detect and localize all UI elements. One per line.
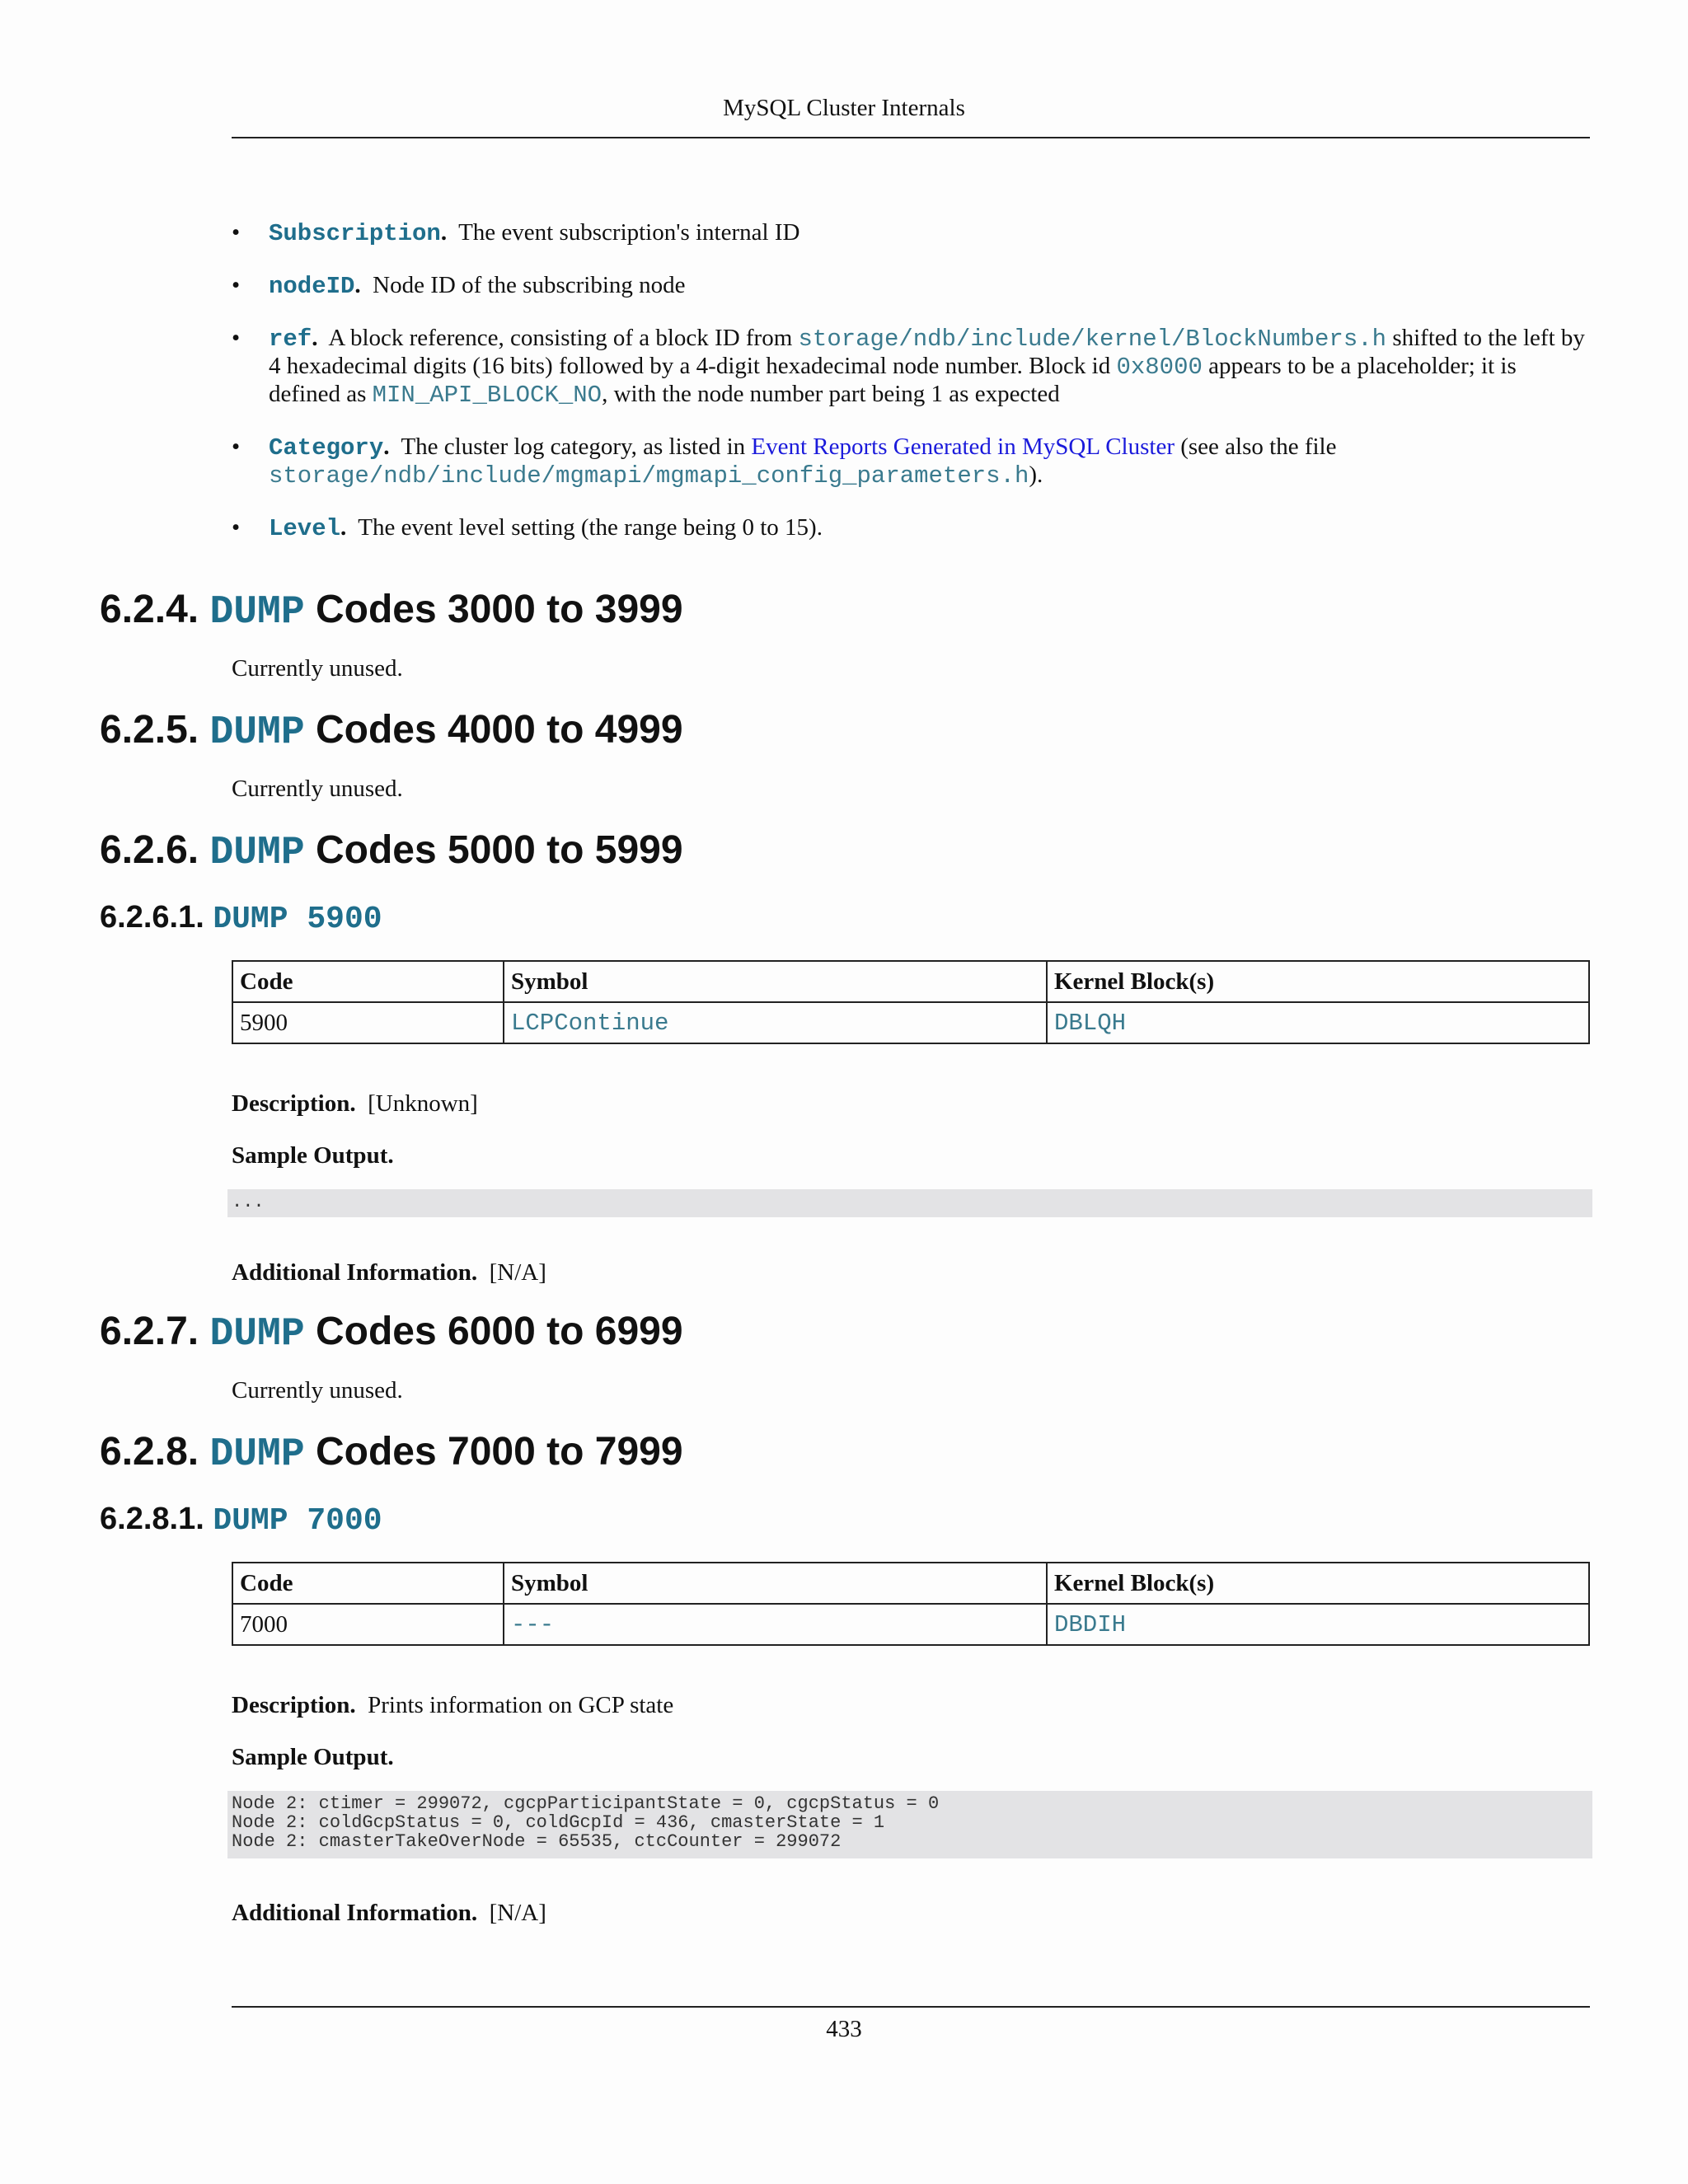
- section-body: Currently unused.: [232, 776, 403, 802]
- section-code: DUMP: [209, 1432, 305, 1477]
- table-header-row: [232, 961, 1589, 1002]
- additional-info-paragraph: [232, 1259, 546, 1286]
- section-heading-6-2-8: [100, 1430, 683, 1477]
- bullet-icon: •: [232, 325, 241, 351]
- section-heading-6-2-4: [100, 588, 683, 635]
- section-number: 6.2.8.: [100, 1430, 199, 1474]
- section-number: 6.2.8.1.: [100, 1502, 204, 1536]
- field-description: The event subscription's internal ID: [458, 219, 800, 246]
- additional-info-text: [N/A]: [489, 1259, 546, 1286]
- list-item: • Subscription. The event subscription's internal ID: [232, 219, 800, 247]
- dump-table-7000: [232, 1562, 1590, 1646]
- section-code: DUMP: [209, 831, 305, 875]
- section-heading-6-2-5: [100, 708, 683, 755]
- sample-output-label: Sample Output.: [232, 1142, 394, 1169]
- section-title: Codes 3000 to 3999: [316, 588, 683, 631]
- subsection-heading-6-2-6-1: [100, 902, 382, 935]
- section-title: Codes 5000 to 5999: [316, 828, 683, 872]
- column-header: Code: [232, 961, 504, 1002]
- field-description-part: A block reference, consisting of a block ID from: [328, 325, 799, 351]
- section-code: DUMP: [209, 710, 305, 755]
- section-number: 6.2.6.: [100, 828, 199, 872]
- sample-output-block: Node 2: ctimer = 299072, cgcpParticipantState = 0, cgcpStatus = 0 Node 2: coldGcpStatus = 0, coldGcpId = 436, cmasterState = 1 Node 2: cmasterTakeOverNode = 65535, ctcCounter = 299072: [227, 1791, 1592, 1858]
- description-paragraph: [232, 1090, 478, 1118]
- additional-info-text: [N/A]: [489, 1900, 546, 1926]
- field-description: Node ID of the subscribing node: [373, 272, 686, 298]
- field-description-part: (see also the file: [1174, 434, 1337, 460]
- code-cell: 7000: [232, 1604, 504, 1645]
- header-rule: [232, 137, 1590, 138]
- bullet-icon: •: [232, 272, 241, 298]
- file-path: storage/ndb/include/kernel/BlockNumbers.h: [798, 326, 1387, 353]
- column-header: Symbol: [504, 961, 1047, 1002]
- additional-info-paragraph: [232, 1900, 546, 1927]
- field-term: nodeID: [269, 273, 355, 300]
- list-item: • Level. The event level setting (the range being 0 to 15).: [232, 514, 823, 542]
- table-row: [232, 1604, 1589, 1645]
- section-heading-6-2-6: [100, 828, 683, 875]
- section-number: 6.2.5.: [100, 708, 199, 752]
- table-row: [232, 1002, 1589, 1043]
- running-header: MySQL Cluster Internals: [723, 95, 965, 121]
- table-header-row: [232, 1563, 1589, 1604]
- section-body: Currently unused.: [232, 655, 403, 682]
- column-header: Kernel Block(s): [1047, 1563, 1589, 1604]
- section-title: Codes 6000 to 6999: [316, 1310, 683, 1353]
- description-text: [Unknown]: [368, 1090, 478, 1117]
- field-description-part: , with the node number part being 1 as expected: [602, 381, 1060, 407]
- sample-output-block: ...: [227, 1189, 1592, 1217]
- event-reports-link[interactable]: Event Reports Generated in MySQL Cluster: [751, 434, 1175, 460]
- description-label: Description.: [232, 1090, 356, 1117]
- bullet-icon: •: [232, 219, 241, 246]
- column-header: Code: [232, 1563, 504, 1604]
- section-title: Codes 4000 to 4999: [316, 708, 683, 752]
- section-code: DUMP: [209, 1312, 305, 1357]
- section-title: Codes 7000 to 7999: [316, 1430, 683, 1474]
- section-number: 6.2.7.: [100, 1310, 199, 1353]
- hex-literal: 0x8000: [1116, 354, 1203, 381]
- section-number: 6.2.6.1.: [100, 900, 204, 935]
- dump-table-5900: [232, 960, 1590, 1044]
- sample-output-label: Sample Output.: [232, 1744, 394, 1770]
- field-term: Level: [269, 515, 341, 542]
- section-code: DUMP 5900: [213, 902, 382, 937]
- additional-info-label: Additional Information.: [232, 1259, 478, 1286]
- field-description: The event level setting (the range being 0 to 15).: [358, 514, 823, 541]
- field-term: ref: [269, 326, 312, 353]
- subsection-heading-6-2-8-1: [100, 1503, 382, 1537]
- description-label: Description.: [232, 1692, 356, 1718]
- page-number: 433: [826, 2016, 862, 2042]
- footer-rule: [232, 2006, 1590, 2008]
- field-list: [232, 219, 1590, 567]
- section-number: 6.2.4.: [100, 588, 199, 631]
- kernel-block-cell: DBLQH: [1047, 1002, 1589, 1043]
- field-description-part: shifted to the left by 4 hexadecimal digits (16 bits) followed by a 4-digit hexadecimal node number. Block id: [269, 325, 1585, 379]
- field-term: Subscription: [269, 220, 441, 247]
- constant-name: MIN_API_BLOCK_NO: [372, 382, 603, 409]
- column-header: Symbol: [504, 1563, 1047, 1604]
- file-path: storage/ndb/include/mgmapi/mgmapi_config_parameters.h: [269, 462, 1029, 490]
- list-item: • nodeID. Node ID of the subscribing node: [232, 272, 686, 300]
- kernel-block-cell: DBDIH: [1047, 1604, 1589, 1645]
- code-cell: 5900: [232, 1002, 504, 1043]
- field-description-part: The cluster log category, as listed in: [401, 434, 752, 460]
- section-heading-6-2-7: [100, 1310, 683, 1357]
- field-term: Category: [269, 434, 384, 462]
- list-item: • ref. A block reference, consisting of a block ID from storage/ndb/include/kernel/BlockNumbers.h shifted to the left by 4 hexadecimal digits (16 bits) followed by a 4-digit hexadecimal node number. Block id 0x8000 appears to be a placeholder; it is defined as MIN_API_BLOCK_NO, with the node number part being 1 as expected: [232, 325, 1585, 409]
- section-code: DUMP: [209, 590, 305, 635]
- column-header: Kernel Block(s): [1047, 961, 1589, 1002]
- symbol-cell: LCPContinue: [504, 1002, 1047, 1043]
- description-text: Prints information on GCP state: [368, 1692, 674, 1718]
- field-description-part: ).: [1029, 462, 1043, 488]
- section-code: DUMP 7000: [213, 1503, 382, 1539]
- list-item: • Category. The cluster log category, as listed in Event Reports Generated in MySQL Cluster (see also the file storage/ndb/include/mgmapi/mgmapi_config_parameters.h).: [232, 434, 1337, 490]
- description-paragraph: [232, 1692, 673, 1719]
- bullet-icon: •: [232, 514, 241, 541]
- bullet-icon: •: [232, 434, 241, 460]
- symbol-cell: ---: [504, 1604, 1047, 1645]
- additional-info-label: Additional Information.: [232, 1900, 478, 1926]
- field-description-part: appears to be a placeholder; it is defined as: [269, 353, 1517, 407]
- section-body: Currently unused.: [232, 1377, 403, 1404]
